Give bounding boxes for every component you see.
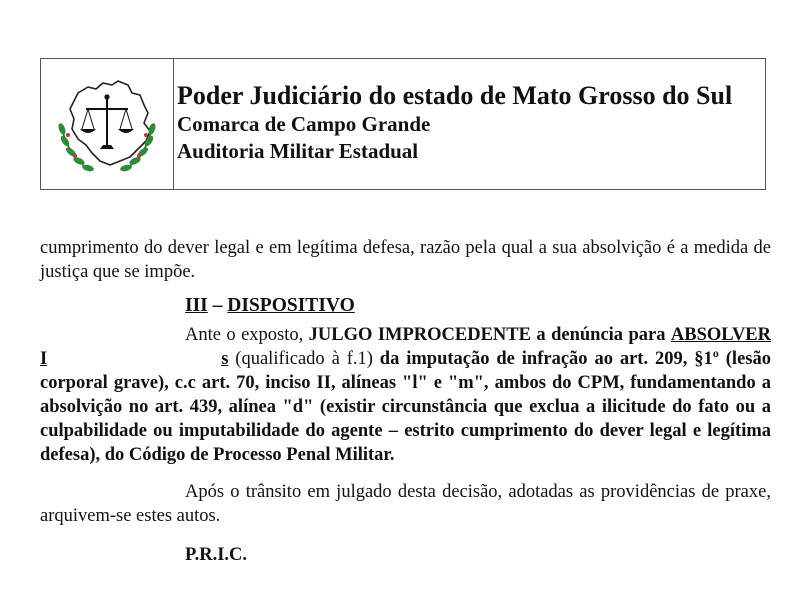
section-heading — [185, 293, 771, 319]
mato-grosso-do-sul-judiciary-crest-icon — [48, 65, 166, 183]
verdict-qualificado: (qualificado à f.1) — [228, 349, 380, 369]
section-number: III — [185, 295, 208, 316]
paragraph-absolvicao-justificativa: cumprimento do dever legal e em legítima defesa, razão pela qual a sua absolvição é a medida de justiça que se impõe. — [40, 238, 771, 282]
comarca-label: Comarca de Campo Grande — [177, 112, 431, 136]
section-dash: – — [207, 295, 228, 316]
paragraph-verdict — [40, 323, 771, 467]
logo-cell — [41, 59, 174, 189]
verdict-intro: Ante o exposto, — [185, 325, 309, 345]
verdict-julgo: JULGO IMPROCEDENTE a denúncia para — [308, 325, 666, 345]
document-body — [40, 236, 771, 567]
section-title: DISPOSITIVO — [227, 295, 355, 316]
header-title-block — [174, 59, 765, 189]
signoff: P.R.I.C. — [185, 545, 248, 565]
verdict-rest: da imputação de infração ao art. 209, §1º (lesão corporal grave), c.c art. 70, inciso II, alíneas "l" e "m", ambos do CPM, fundamentando a absolvição no art. 439, alínea "d" (existir circunstância que exclua a ilicitude do fato ou a culpabilidade ou imputabilidade do agente – estrito cumprimento do dever legal e legítima defesa), do Código de Processo Penal Militar. — [40, 349, 771, 465]
auditoria-label: Auditoria Militar Estadual — [177, 139, 419, 163]
court-title: Poder Judiciário do estado de Mato Grosso do Sul — [177, 81, 733, 110]
verdict-absolver: ABSOLVER I — [40, 325, 772, 369]
document-header — [40, 58, 766, 190]
paragraph-arquivamento: Após o trânsito em julgado desta decisão, adotadas as providências de praxe, arquivem-se estes autos. — [40, 482, 771, 526]
verdict-name-tail: s — [221, 349, 229, 369]
